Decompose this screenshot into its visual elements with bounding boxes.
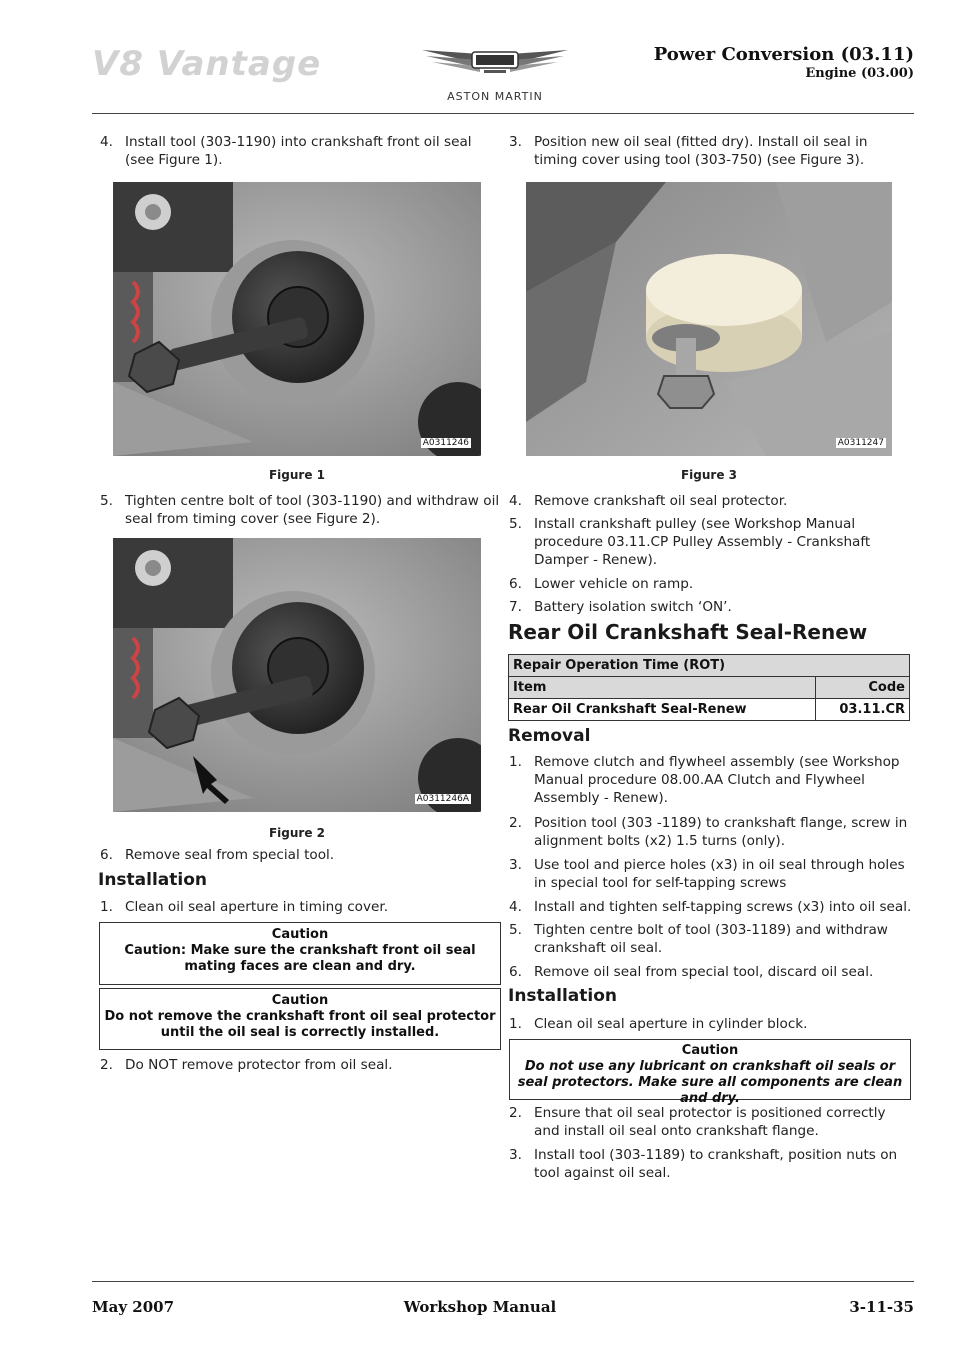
- step-number: 6.: [509, 576, 522, 592]
- step-text: Do NOT remove protector from oil seal.: [125, 1057, 393, 1073]
- step-text: Clean oil seal aperture in cylinder block.: [534, 1016, 808, 1032]
- installation-heading: Installation: [98, 870, 208, 890]
- step-text: Ensure that oil seal protector is positioned correctly and install oil seal onto crankshaft flange.: [534, 1105, 886, 1139]
- footer-date: May 2007: [92, 1298, 175, 1316]
- removal-heading: Removal: [508, 726, 591, 746]
- step-number: 1.: [509, 754, 522, 770]
- section-heading: Rear Oil Crankshaft Seal-Renew: [508, 620, 868, 644]
- step-text: Remove oil seal from special tool, discard oil seal.: [534, 964, 874, 980]
- list-item: [509, 1146, 914, 1184]
- step-text: Battery isolation switch ‘ON’.: [534, 599, 732, 615]
- caution-text: Do not remove the crankshaft front oil seal protector until the oil seal is correctly installed.: [104, 1009, 496, 1040]
- list-item: [100, 846, 500, 866]
- step-number: 3.: [509, 1147, 522, 1163]
- step-text: Position tool (303 -1189) to crankshaft flange, screw in alignment bolts (x2) 1.5 turns (only).: [534, 815, 908, 849]
- list-item: [100, 898, 500, 918]
- step-number: 6.: [100, 847, 113, 863]
- step-text: Use tool and pierce holes (x3) in oil seal through holes in special tool for self-tapping screws: [534, 857, 905, 891]
- list-item: [100, 1056, 500, 1076]
- caution-heading: Caution: [271, 927, 329, 942]
- list-item: [509, 1104, 914, 1142]
- step-number: 1.: [509, 1016, 522, 1032]
- list-item: [509, 133, 914, 173]
- figure-1-caption: Figure 1: [268, 468, 326, 482]
- logo-text: ASTON MARTIN: [447, 90, 543, 103]
- rot-title: Repair Operation Time (ROT): [509, 655, 910, 677]
- list-item: [509, 753, 914, 809]
- step-text: Lower vehicle on ramp.: [534, 576, 694, 592]
- rot-col-item: Item: [509, 677, 816, 699]
- rot-row-item: Rear Oil Crankshaft Seal-Renew: [509, 699, 816, 721]
- list-item: [100, 133, 500, 173]
- step-text: Remove crankshaft oil seal protector.: [534, 493, 788, 509]
- step-number: 2.: [100, 1057, 113, 1073]
- list-item: [509, 575, 914, 595]
- list-item: [509, 598, 914, 618]
- footer-manual: Workshop Manual: [403, 1298, 557, 1316]
- caution-box: [99, 988, 501, 1050]
- step-text: Install tool (303-1189) to crankshaft, position nuts on tool against oil seal.: [534, 1147, 898, 1181]
- list-item: [509, 963, 914, 983]
- figure-2-tag: A0311246A: [416, 794, 469, 804]
- list-item: [509, 898, 914, 918]
- step-number: 3.: [509, 134, 522, 150]
- step-text: Position new oil seal (fitted dry). Install oil seal in timing cover using tool (303-750) (see Figure 3).: [534, 134, 868, 168]
- figure-1-photo: [113, 182, 481, 456]
- page-subtitle: Engine (03.00): [805, 66, 914, 81]
- step-number: 5.: [100, 493, 113, 509]
- step-text: Install and tighten self-tapping screws (x3) into oil seal.: [534, 899, 912, 915]
- list-item: [509, 921, 914, 959]
- step-number: 5.: [509, 516, 522, 532]
- step-number: 4.: [100, 134, 113, 150]
- footer-divider: [92, 1281, 914, 1282]
- step-number: 1.: [100, 899, 113, 915]
- step-text: Install crankshaft pulley (see Workshop Manual procedure 03.11.CP Pulley Assembly - Crankshaft Damper - Renew).: [534, 516, 871, 568]
- footer-page-number: 3-11-35: [849, 1298, 914, 1316]
- step-number: 7.: [509, 599, 522, 615]
- header-divider: [92, 113, 914, 114]
- step-number: 4.: [509, 899, 522, 915]
- step-number: 2.: [509, 1105, 522, 1121]
- step-number: 5.: [509, 922, 522, 938]
- step-text: Remove clutch and flywheel assembly (see Workshop Manual procedure 08.00.AA Clutch and Flywheel Assembly - Renew).: [534, 754, 900, 806]
- installation-heading-right: Installation: [508, 986, 618, 1006]
- step-text: Tighten centre bolt of tool (303-1190) and withdraw oil seal from timing cover (see Figure 2).: [125, 493, 500, 527]
- list-item: [509, 515, 914, 571]
- figure-3-caption: Figure 3: [680, 468, 738, 482]
- list-item: [509, 492, 914, 512]
- figure-2-caption: Figure 2: [268, 826, 326, 840]
- figure-3-tag: A0311247: [837, 438, 884, 448]
- figure-1-tag: A0311246: [422, 438, 469, 448]
- step-number: 6.: [509, 964, 522, 980]
- step-text: Install tool (303-1190) into crankshaft front oil seal (see Figure 1).: [125, 134, 472, 168]
- figure-3-photo: [526, 182, 892, 456]
- caution-box: [99, 922, 501, 985]
- caution-box: [509, 1039, 911, 1106]
- figure-2-photo: [113, 538, 481, 812]
- caution-heading: Caution: [681, 1043, 739, 1058]
- caution-text: Do not use any lubricant on crankshaft oil seals or seal protectors. Make sure all components are clean and dry.: [517, 1059, 903, 1106]
- rot-col-code: Code: [815, 677, 909, 699]
- list-item: [509, 1015, 914, 1035]
- list-item: [509, 814, 914, 852]
- step-text: Tighten centre bolt of tool (303-1189) and withdraw crankshaft oil seal.: [534, 922, 888, 956]
- step-number: 4.: [509, 493, 522, 509]
- list-item: [509, 856, 914, 894]
- wings-emblem-icon: [420, 40, 570, 88]
- rot-table: [508, 654, 910, 721]
- caution-text: Caution: Make sure the crankshaft front oil seal mating faces are clean and dry.: [124, 943, 476, 974]
- step-text: Remove seal from special tool.: [125, 847, 335, 863]
- caution-heading: Caution: [271, 993, 329, 1008]
- aston-martin-logo: [420, 40, 570, 106]
- rot-row-code: 03.11.CR: [815, 699, 909, 721]
- step-number: 3.: [509, 857, 522, 873]
- brand-logotype: V8 Vantage: [92, 44, 322, 84]
- list-item: [100, 492, 500, 532]
- step-text: Clean oil seal aperture in timing cover.: [125, 899, 389, 915]
- page-title: Power Conversion (03.11): [653, 44, 914, 65]
- step-number: 2.: [509, 815, 522, 831]
